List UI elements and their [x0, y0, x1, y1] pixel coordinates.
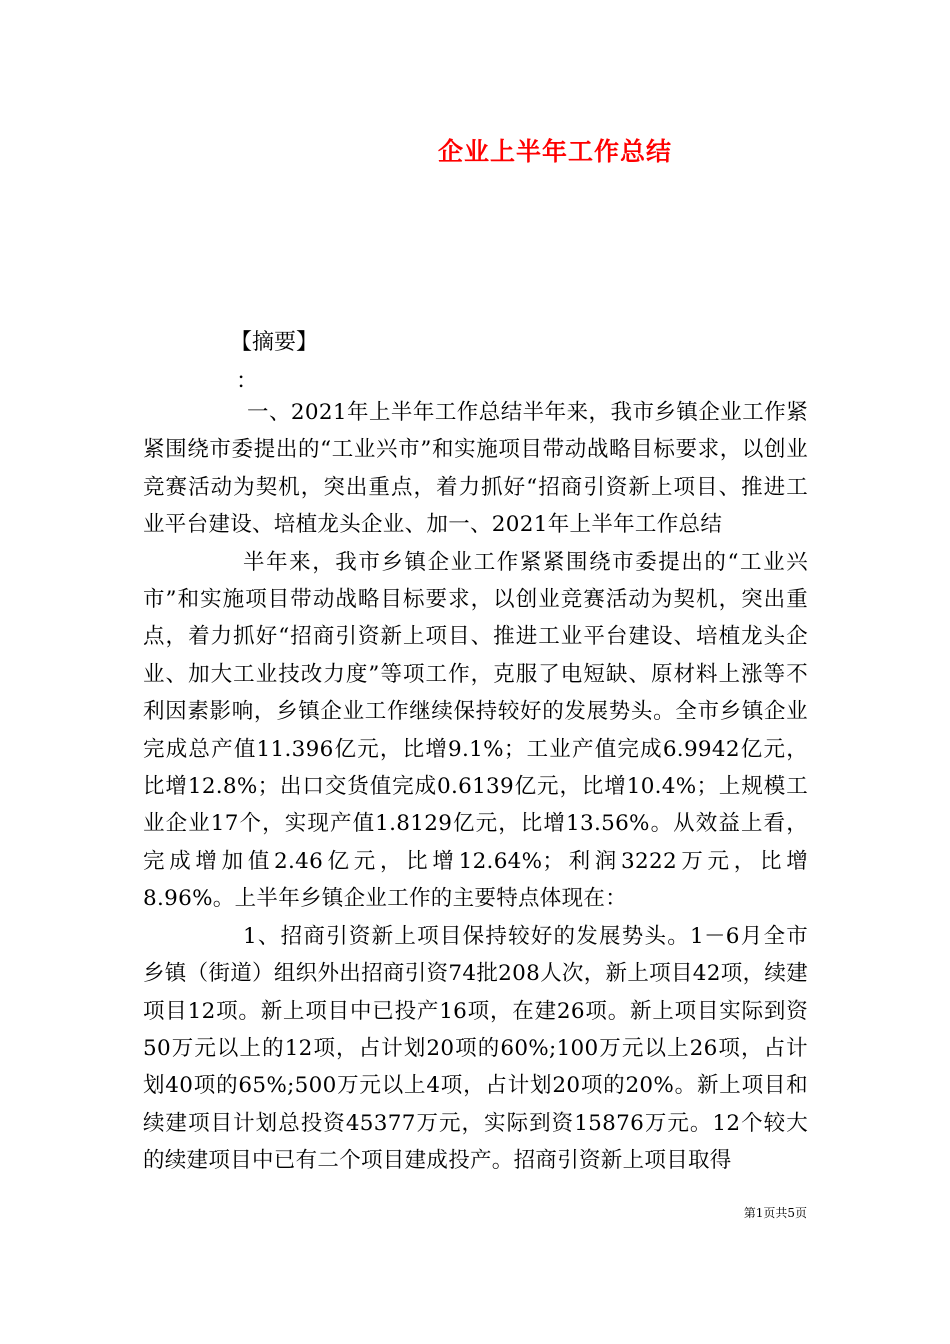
paragraph-1: 一、2021年上半年工作总结半年来，我市乡镇企业工作紧紧围绕市委提出的“工业兴市”和实施项目带动战略目标要求，以创业竞赛活动为契机，突出重点，着力抓好“招商引资新上项目、推进工业平台建设、培植龙头企业、加一、2021年上半年工作总结 — [143, 400, 808, 538]
page-number: 第1页共5页 — [743, 1206, 807, 1220]
document-title: 企业上半年工作总结 — [437, 137, 672, 166]
paragraph-2: 半年来，我市乡镇企业工作紧紧围绕市委提出的“工业兴市”和实施项目带动战略目标要求，以创业竞赛活动为契机，突出重点，着力抓好“招商引资新上项目、推进工业平台建设、培植龙头企业、加大工业技改力度”等项工作，克服了电短缺、原材料上涨等不利因素影响，乡镇企业工作继续保持较好的发展势头。全市乡镇企业完成总产值11.396亿元，比增9.1%；工业产值完成6.9942亿元，比增12.8%；出口交货值完成0.6139亿元，比增10.4%；上规模工业企业17个，实现产值1.8129亿元，比增13.56%。从效益上看，完成增加值2.46亿元，比增12.64%；利润3222万元，比增8.96%。上半年乡镇企业工作的主要特点体现在： — [143, 549, 808, 912]
abstract-label: 【摘要】 — [230, 330, 319, 355]
abstract-colon: ： — [236, 369, 259, 394]
document-body — [143, 394, 808, 1180]
paragraph-3: 1、招商引资新上项目保持较好的发展势头。1－6月全市乡镇（街道）组织外出招商引资74批208人次，新上项目42项，续建项目12项。新上项目中已投产16项，在建26项。新上项目实际到资50万元以上的12项，占计划20项的60%;100万元以上26项，占计划40项的65%;500万元以上4项，占计划20项的20%。新上项目和续建项目计划总投资45377万元，实际到资15876万元。12个较大的续建项目中已有二个项目建成投产。招商引资新上项目取得 — [143, 923, 808, 1174]
